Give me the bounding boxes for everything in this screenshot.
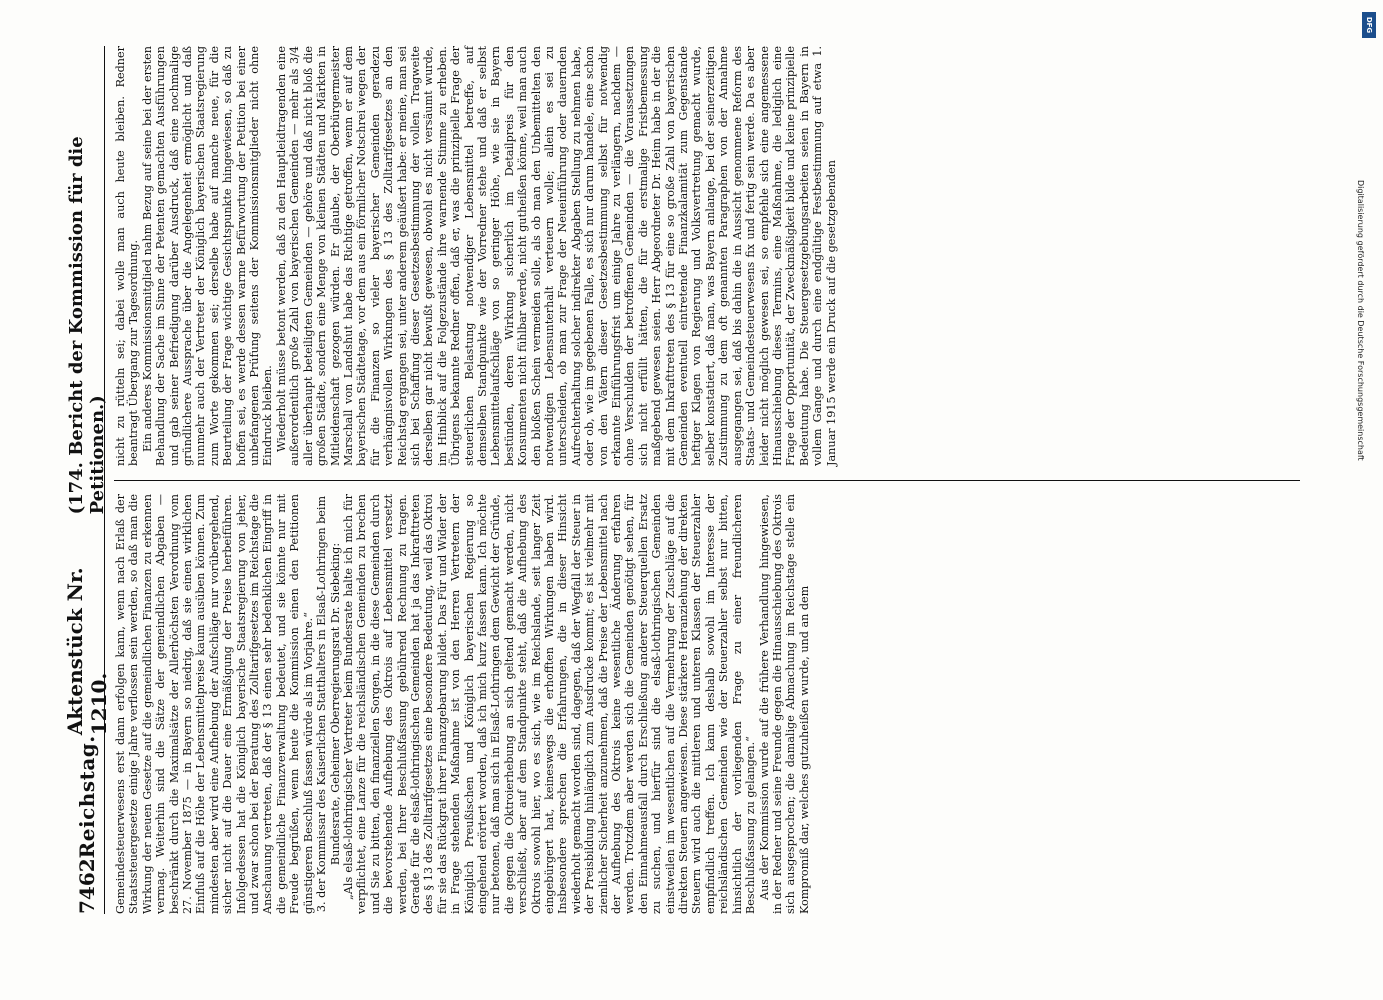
left-column (114, 494, 1300, 914)
digitization-note (1356, 180, 1376, 820)
paragraph: Ein anderes Kommissionsmitglied nahm Bezug auf seine bei der ersten Behandlung der Sache im Sinne der Petenten gemachten Ausführungen und gab seiner Befriedigung darüber Ausdruck, daß eine nochmalige gründlichere Aussprache über die Angelegenheit ermöglicht und daß nunmehr auch der Vertreter der Königlich bayerischen Staatsregierung zum Worte gekommen sei; derselbe habe auf manche neue, für die Beurteilung der Frage wichtige Gesichtspunkte hingewiesen, so daß zu hoffen sei, es werde dessen warme Befürwortung der Petition bei einer unbefangenen Prüfung seitens der Kommissionsmitglieder nicht ohne Eindruck bleiben. (140, 46, 275, 466)
right-column (114, 46, 1300, 466)
document-label: Aktenstück Nr. 1210. (63, 567, 111, 736)
page-content (63, 40, 1310, 920)
paragraph: Gemeindesteuerwesens erst dann erfolgen kann, wenn nach Erlaß der Staatssteuergesetze einige Jahre verflossen sein werden, so daß man die Wirkung der neuen Gesetze auf die gemeindlichen Finanzen zu erkennen vermag. Weiterhin sind die Sätze der gemeindlichen Abgaben — beschränkt durch die Maximalsätze der Allerhöchsten Verordnung vom 27. November 1875 — in Bayern so niedrig, daß sie einen wirklichen Einfluß auf die Höhe der Lebensmittelpreise kaum ausüben können. Zum mindesten aber wird eine Aufhebung der Aufschläge nur vorübergehend, sicher nicht auf die Dauer eine Ermäßigung der Preise herbeiführen. Infolgedessen hat die Königlich bayerische Staatsregierung von jeher, und zwar schon bei der Beratung des Zolltarifgesetzes im Reichstage die Anschauung vertreten, daß der § 13 einen sehr bedenklichen Eingriff in die gemeindliche Finanzverwaltung bedeutet, und sie könnte nur mit Freude begrüßen, wenn heute die Kommission einen den Petitionen günstigeren Beschluß fassen würde als im Vorjahre.“ (114, 494, 315, 914)
running-title: Reichstag. (75, 735, 99, 859)
dfg-logo (1362, 12, 1376, 38)
rotated-page-area (63, 40, 1310, 920)
paragraph: 3. der Kommissar des Kaiserlichen Statthalters in Elsaß-Lothringen beim Bundesrate, Geheimer Oberregierungsrat Dr. Siebeking: (315, 495, 342, 913)
digitization-note-text: Digitalisierung gefördert durch die Deutsche Forschungsgemeinschaft (1356, 180, 1365, 461)
paragraph: nicht zu rütteln sei; dabei wolle man auch heute bleiben. Redner beantragt Übergang zur Tagesordnung. (114, 46, 141, 466)
section-title: (174. Bericht der Kommission für die Petitionen.) (66, 136, 108, 515)
page-number: 7462 (75, 858, 99, 914)
paragraph: Wiederholt müsse betont werden, daß zu den Hauptleidtragenden eine außerordentlich große Zahl von bayerischen Gemeinden — mehr als 3/4 aller überhaupt beteiligten Gemeinden — gehöre und daß nicht bloß die großen Städte, sondern eine Menge von kleinen Städten und Märkten in Mitleidenschaft gezogen würden. Er glaube, der Oberbürgermeister Marschall von Landshut habe das Richtige getroffen, wenn er auf dem bayerischen Städtetage, vor dem aus ein förmlicher Notschrei wegen der für die Finanzen so vieler bayerischer Gemeinden geradezu verhängnisvollen Wirkungen des § 13 des Zolltarifgesetzes an den Reichstag ergangen sei, unter anderem geäußert habe: er meine, man sei sich bei Schaffung dieser Gesetzesbestimmung der vollen Tragweite derselben gar nicht bewußt gewesen, obwohl es nicht versäumt wurde, im Hinblick auf die Folgezustände ihre warnende Stimme zu erheben. Übrigens bekannte Redner offen, daß er, was die prinzipielle Frage der steuerlichen Belastung notwendiger Lebensmittel betreffe, auf demselben Standpunkte wie der Vorredner stehe und daß er selbst Lebensmittelaufschläge von so geringer Höhe, wie sie in Bayern bestünden, deren Wirkung sicherlich im Detailpreis für den Konsumenten nicht fühlbar werde, nicht gutheißen könne, weil man auch den bloßen Schein vermeiden solle, als ob man den Unbemittelten den notwendigen Lebensunterhalt verteuern wolle; allein es sei zu unterscheiden, ob man zur Frage der Neueinführung oder dauernden Aufrechterhaltung solcher indirekter Abgaben Stellung zu nehmen habe, oder ob, wie im gegebenen Falle, es sich nur darum handele, eine schon von den Vätern dieser Gesetzesbestimmung selbst für notwendig erkannte Einführungsfrist um einige Jahre zu verlängern, nachdem — ohne Verschulden der betroffenen Gemeinden — die Voraussetzungen sich nicht erfüllt hätten, die für die erstmalige Fristbemessung maßgebend gewesen seien. Herr Abgeordneter Dr. Heim habe in der die mit dem Inkrafttreten des § 13 für eine so große Zahl von bayerischen Gemeinden eventuell eintretende Finanzkalamität zum Gegenstande heftiger Klagen von Regierung und Volksvertretung gemacht wurde, selber konstatiert, daß man, was Bayern anlange, bei der seinerzeitigen Zustimmung zu dem oft genannten Paragraphen von der Annahme ausgegangen sei, daß bis dahin die in Aussicht genommene Reform des Staats- und Gemeindesteuerwesens fix und fertig sein werde. Da es aber leider nicht möglich gewesen sei, so empfehle sich eine angemessene Hinausschiebung dieses Termins, eine Maßnahme, die lediglich eine Frage der Opportunität, der Zweckmäßigkeit bilde und keine prinzipielle Bedeutung habe. Die Steuergesetzgebungsarbeiten seien in Bayern in vollem Gange und durch eine endgültige Festbestimmung auf etwa 1. Januar 1915 werde ein Druck auf die gesetzgebenden (274, 46, 838, 466)
column-divider (114, 480, 1300, 481)
dfg-logo-text: DFG (1365, 16, 1373, 34)
paragraph: Aus der Kommission wurde auf die frühere Verhandlung hingewiesen, in der Redner und seine Freunde gegen die Hinausschiebung des Oktrois sich ausgesprochen; die damalige Abmachung im Reichstage stelle ein Kompromiß dar, welches gutzuheißen wurde, und an dem (757, 494, 811, 914)
paragraph: „Als elsaß-lothringischer Vertreter beim Bundesrate halte ich mich für verpflichtet, eine Lanze für die reichsländischen Gemeinden zu brechen und Sie zu bitten, den finanziellen Sorgen, in die diese Gemeinden durch die bevorstehende Aufhebung des Oktrois auf Lebensmittel versetzt werden, bei Ihrer Beschlußfassung gebührend Rechnung zu tragen. Gerade für die elsaß-lothringischen Gemeinden hat ja das Inkrafttreten des § 13 des Zolltarifgesetzes eine besondere Bedeutung, weil das Oktroi für sie das Rückgrat ihrer Finanzgebarung bildet. Das Für und Wider der in Frage stehenden Maßnahme ist von den Herren Vertretern der Königlich Preußischen und Königlich bayerischen Regierung so eingehend erörtert worden, daß ich mich kurz fassen kann. Ich möchte nur betonen, daß man sich in Elsaß-Lothringen dem Gewicht der Gründe, die gegen die Oktroierhebung an sich geltend gemacht werden, nicht verschließt, aber auf dem Standpunkte steht, daß die Aufhebung des Oktrois sowohl hier, wo es sich, wie im Reichslande, seit langer Zeit eingebürgert hat, keineswegs die erhofften Wirkungen haben wird. Insbesondere sprechen die Erfahrungen, die in dieser Hinsicht wiederholt gemacht worden sind, dagegen, daß der Wegfall der Steuer in der Preisbildung hinlänglich zum Ausdrucke kommt; es ist vielmehr mit ziemlicher Sicherheit anzunehmen, daß die Preise der Lebensmittel nach der Aufhebung des Oktrois keine wesentliche Änderung erfahren werden. Trotzdem aber werden sich die Gemeinden genötigt sehen, für den Einnahmeausfall durch Erschließung anderer Steuerquellen Ersatz zu suchen, und hierfür sind die elsaß-lothringischen Gemeinden einstweilen im wesentlichen auf die Vermehrung der Zuschläge auf die direkten Steuern angewiesen. Diese stärkere Heranziehung der direkten Steuern wird auch die mittleren und unteren Klassen der Steuerzahler empfindlich treffen. Ich kann deshalb sowohl im Interesse der reichsländischen Gemeinden wie der Steuerzahler selbst nur bitten, hinsichtlich der vorliegenden Frage zu einer freundlicheren Beschlußfassung zu gelangen.“ (341, 494, 758, 914)
page-header (63, 46, 111, 914)
